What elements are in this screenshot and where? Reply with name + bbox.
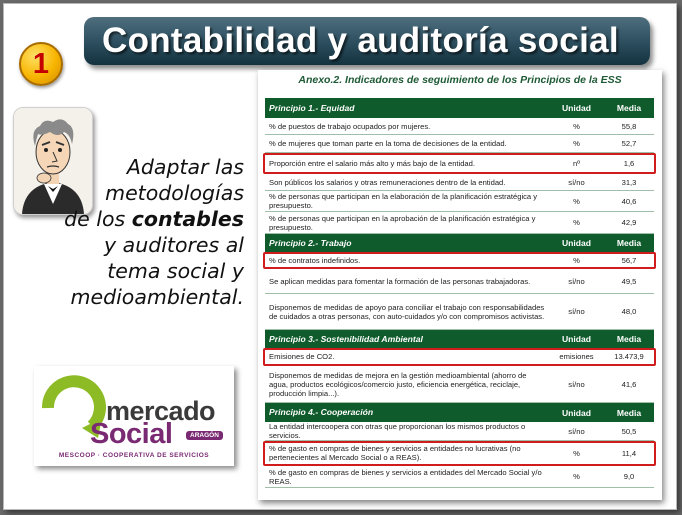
table-row [265,118,654,135]
indicator-cell: Proporción entre el salario más alto y más bajo de la entidad. [269,158,475,168]
speech-text [54,154,244,310]
section-header [265,330,654,348]
highlighted-table-row [265,441,654,466]
speech-line-4: y auditores al [104,233,244,257]
unit-cell: nº [573,158,580,168]
indicator-cell: % de contratos indefinidos. [269,255,361,265]
unit-cell: sí/no [568,307,585,316]
table-row [265,466,654,488]
unit-cell: % [573,218,580,227]
unit-cell: % [573,196,580,206]
unit-cell: % [573,255,580,265]
unit-cell: sí/no [568,177,585,187]
average-column-header: Media [616,103,642,113]
section-title: Principio 1.- Equidad [269,102,355,113]
speech-line-2: metodologías [105,181,244,205]
section-header [265,234,654,252]
average-cell: 52,7 [621,139,637,148]
indicator-cell: % de gasto en compras de bienes y servicios a entidades no lucrativas (no pertenecientes al Mercado Social o a REAS). [269,444,521,462]
average-cell: 55,8 [621,121,637,131]
unit-column-header: Unidad [561,238,592,248]
average-cell: 49,5 [621,276,637,286]
indicator-cell: % de mujeres que toman parte en la toma de decisiones de la entidad. [269,139,507,148]
average-cell: 48,0 [621,307,637,316]
speech-line-1: Adaptar las [126,155,244,179]
average-cell: 31,3 [621,177,637,187]
highlighted-table-row [265,252,654,269]
unit-cell: % [573,121,580,131]
annex-table-image [258,70,662,500]
section-header [265,98,654,118]
badge-number: 1 [32,47,50,80]
indicator-cell: % de puestos de trabajo ocupados por mujeres. [269,121,431,131]
indicator-cell: Son públicos los salarios y otras remuneraciones dentro de la entidad. [269,177,506,187]
section-title: Principio 3.- Sostenibilidad Ambiental [269,333,423,344]
section-header [265,403,654,422]
unit-column-header: Unidad [561,407,592,418]
annex-title: Anexo.2. Indicadores de seguimiento de los Principios de la ESS [298,74,622,86]
section-title: Principio 4.- Cooperación [269,407,374,417]
table-row [265,294,654,330]
indicator-cell: Emisiones de CO2. [269,352,335,361]
section-title: Principio 2.- Trabajo [269,237,352,248]
logo-subtitle: MESCOOP · COOPERATIVA DE SERVICIOS [58,452,210,459]
speech-line-6: medioambiental. [70,285,244,309]
unit-cell: sí/no [568,379,585,389]
unit-cell: sí/no [568,426,585,436]
average-cell: 9,0 [623,472,635,481]
average-cell: 1,6 [623,158,635,168]
logo-word-mercado: mercado [106,396,216,426]
average-cell: 13.473,9 [614,352,644,361]
unit-cell: emisiones [559,352,594,361]
logo-word-social: Social [90,418,173,450]
table-row [265,135,654,153]
table-row [265,191,654,212]
number-badge [19,42,63,86]
speech-line-5: tema social y [107,259,244,283]
indicator-cell: Disponemos de medidas de apoyo para conciliar el trabajo con responsabilidades de cuidados a otras personas, con auto-cuidados y/o con compromisos activistas. [269,302,545,321]
unit-cell: % [573,448,580,458]
speech-line-3 [54,206,244,232]
indicators-table [265,98,654,488]
average-cell: 11,4 [621,448,637,458]
table-row [265,422,654,441]
unit-cell: % [573,472,580,481]
table-row [265,212,654,234]
highlighted-table-row [265,348,654,366]
average-column-header: Media [616,334,642,344]
average-cell: 56,7 [621,255,637,265]
table-row [265,269,654,294]
table-row [265,174,654,191]
average-column-header: Media [616,238,642,248]
unit-cell: sí/no [568,276,585,286]
average-cell: 41,6 [621,379,637,389]
indicator-cell: La entidad intercoopera con otras que proporcionan los mismos productos o servicios. [269,422,526,440]
unit-column-header: Unidad [561,103,592,113]
speech-line-3-text: de los [64,207,132,231]
average-cell: 40,6 [621,196,637,206]
average-column-header: Media [616,407,642,418]
mercado-social-logo [34,366,234,466]
title-banner [84,17,650,65]
indicator-cell: Se aplican medidas para fomentar la formación de las personas trabajadoras. [269,276,531,286]
average-cell: 50,5 [621,426,637,436]
unit-column-header: Unidad [561,334,592,344]
average-cell: 42,9 [621,218,637,227]
slide-title: Contabilidad y auditoría social [102,21,619,60]
indicator-cell: % de personas que participan en la aprobación de la planificación estratégica y presupuesto. [269,213,536,232]
highlighted-table-row [265,153,654,174]
indicator-cell: % de gasto en compras de bienes y servicios a entidades del Mercado Social y/o REAS. [269,467,542,486]
speech-bold-word: contables [131,207,244,231]
table-row [265,366,654,403]
unit-cell: % [573,139,580,148]
indicator-cell: Disponemos de medidas de mejora en la gestión medioambiental (ahorro de agua, productos ecológicos/comercio justo, eficiencia energética, reciclaje, producción limpia...). [269,370,527,398]
slide [3,3,677,510]
indicator-cell: % de personas que participan en la elaboración de la planificación estratégica y presupuesto. [269,192,538,210]
logo-region-tag: ARAGÓN [186,431,223,440]
